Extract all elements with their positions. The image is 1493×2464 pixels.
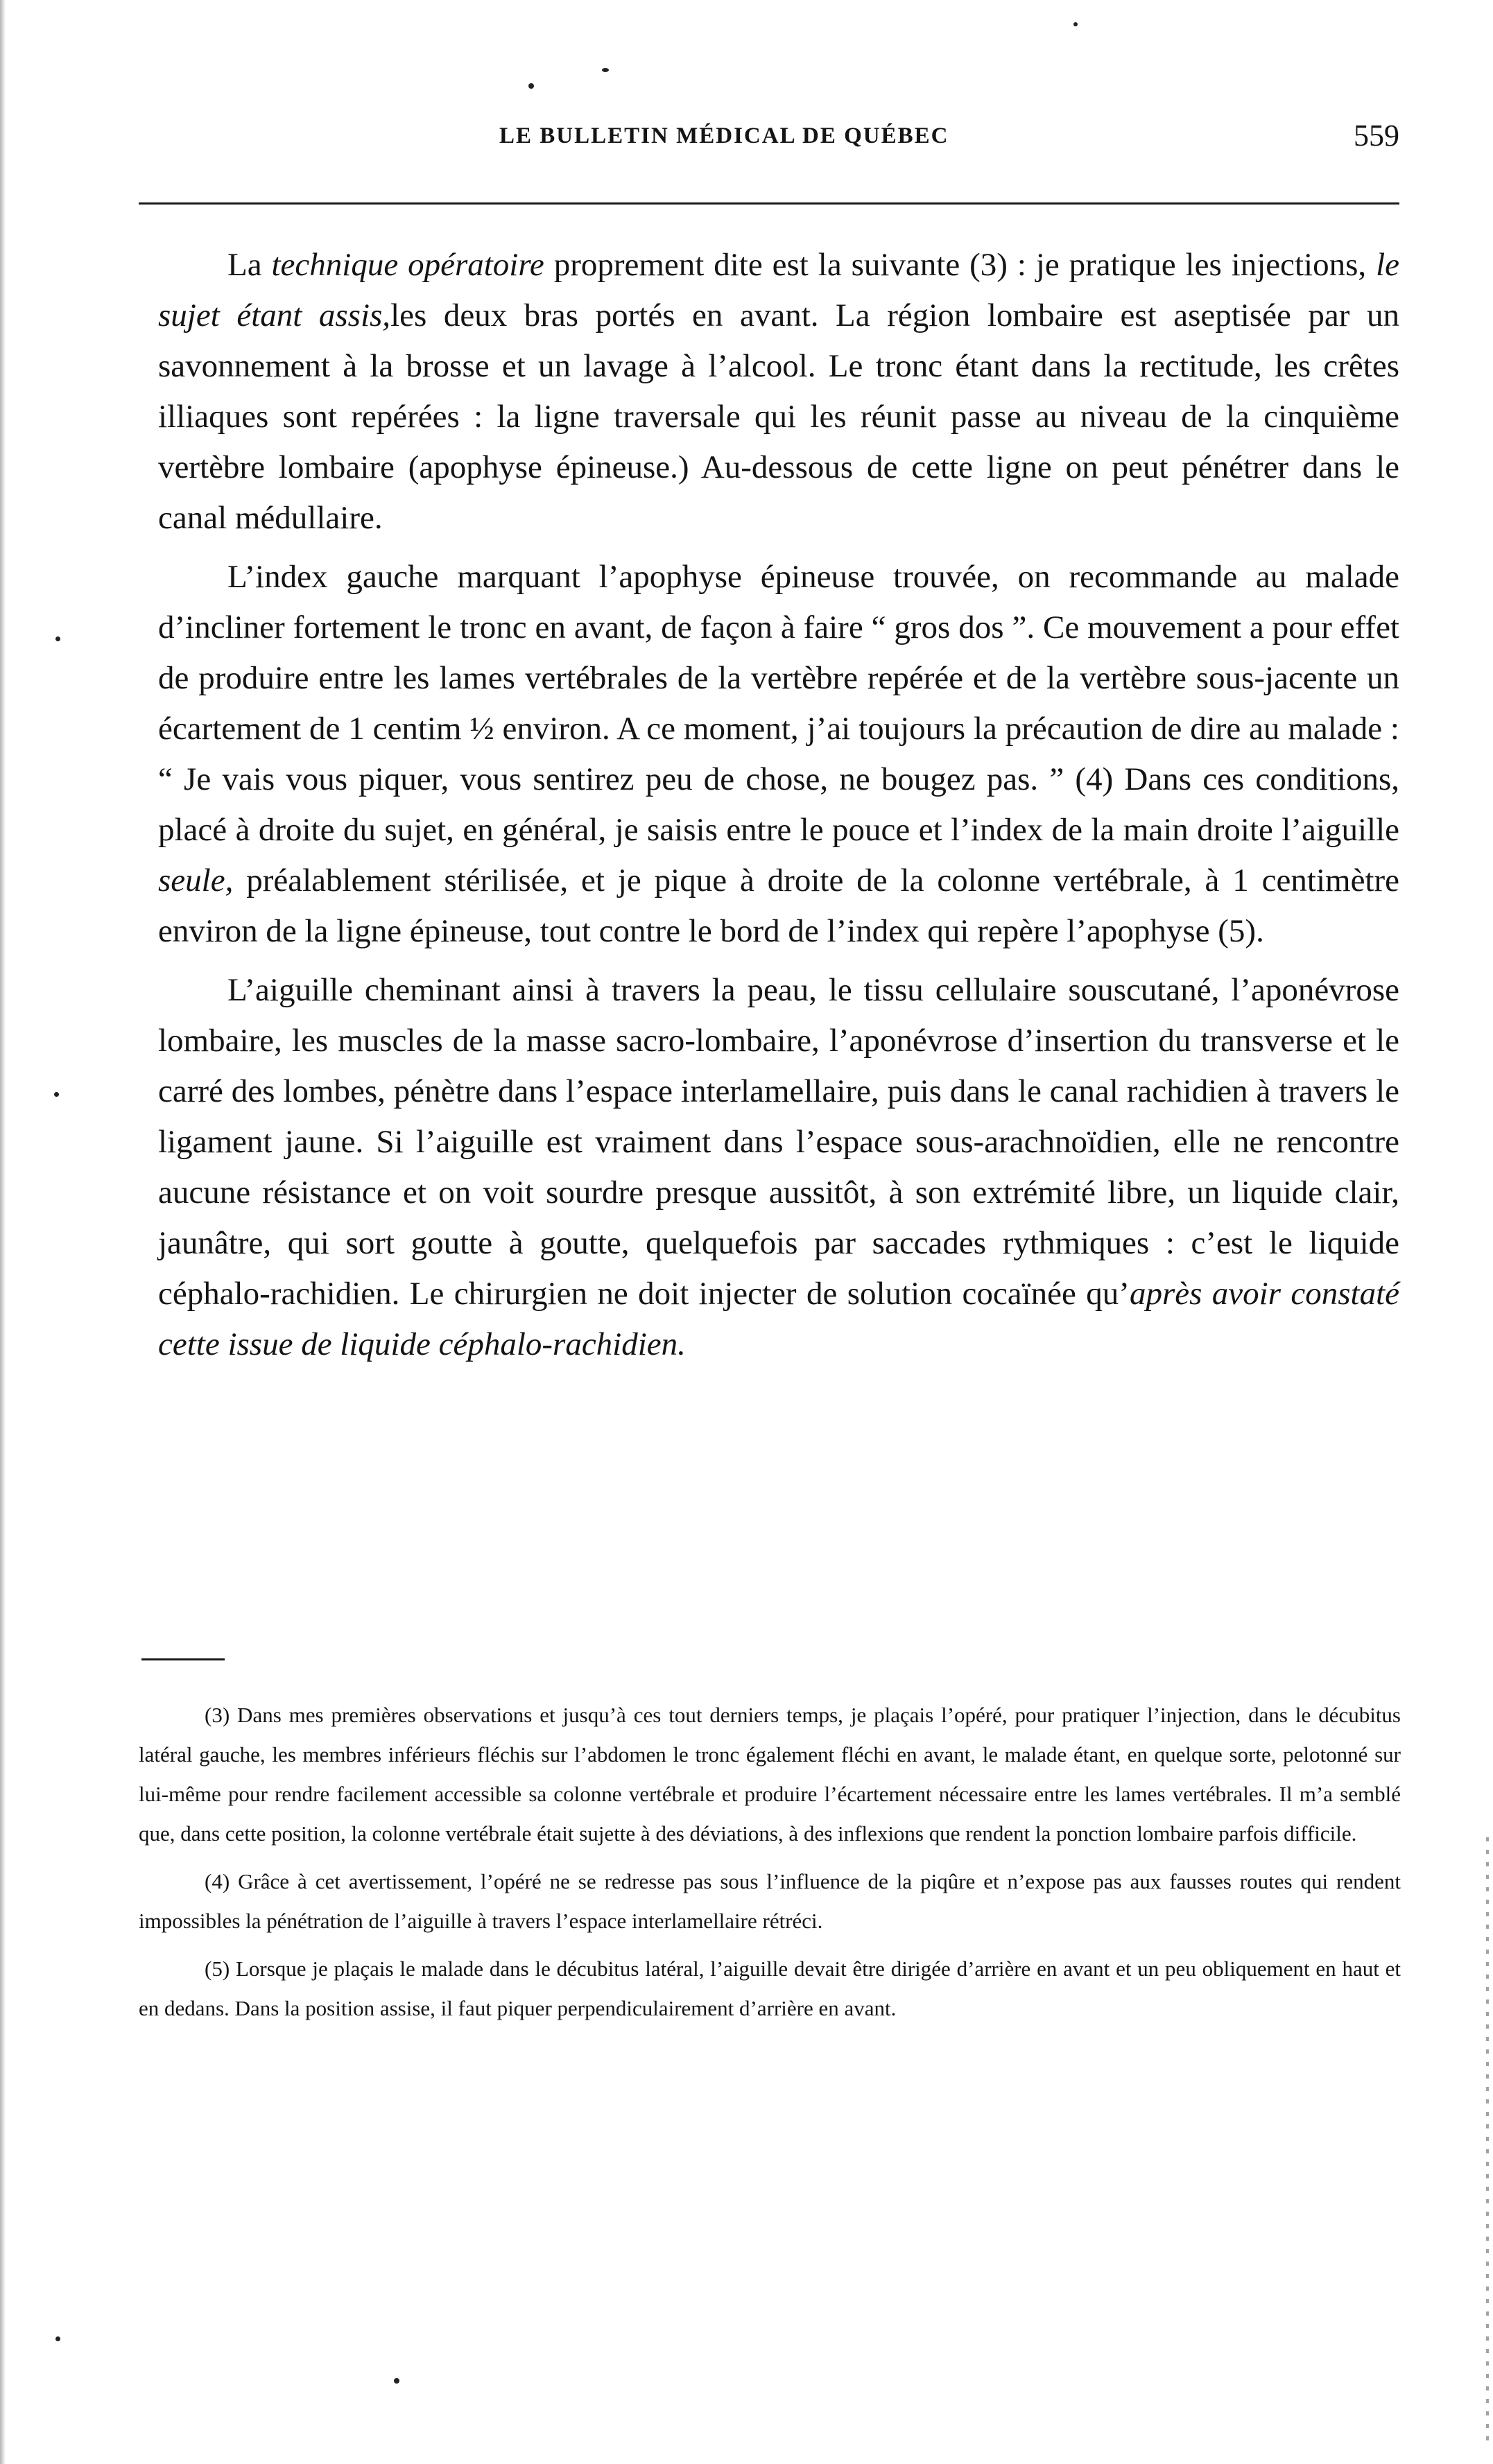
body-text	[158, 240, 1399, 1378]
paragraph-text: proprement dite est la suivante (3) : je pratique les injections,	[544, 247, 1377, 283]
italic-phrase: après avoir constaté cette issue de liquide céphalo-rachidien.	[158, 1276, 1400, 1362]
running-head	[139, 115, 1399, 164]
italic-phrase: le sujet étant assis,	[158, 247, 1399, 333]
header-rule	[139, 202, 1399, 205]
footnote-5: (5) Lorsque je plaçais le malade dans le décubitus latéral, l’aiguille devait être dirigée d’arrière en avant et un peu obliquement en haut et en dedans. Dans la position assise, il faut piquer perpendiculairement d’arrière en avant.	[139, 1957, 1401, 2020]
paragraph-text: les deux bras portés en avant. La région lombaire est aseptisée par un savonnement à la brosse et un lavage à l’alcool. Le tronc étant dans la rectitude, les crêtes illiaques sont repérées : la ligne traversale qui les réunit passe au niveau de la cinquième vertèbre lombaire (apophyse épineuse.) Au-dessous de cette ligne on peut pénétrer dans le canal médullaire.	[158, 297, 1399, 536]
scan-speck	[602, 68, 609, 72]
paragraph-text: préalablement stérilisée, et je pique à droite de la colonne vertébrale, à 1 centimètre environ de la ligne épineuse, tout contre le bord de l’index qui repère l’apophyse (5).	[158, 862, 1399, 949]
paragraph-index	[158, 552, 1399, 957]
scan-speck	[394, 2378, 399, 2384]
footnote-rule	[141, 1658, 225, 1660]
paragraph-text: L’aiguille cheminant ainsi à travers la peau, le tissu cellulaire souscutané, l’aponévrose lombaire, les muscles de la masse sacro-lombaire, l’aponévrose d’insertion du transverse et le carré des lombes, pénètre dans l’espace interlamellaire, puis dans le canal rachidien à travers le ligament jaune. Si l’aiguille est vraiment dans l’espace sous-arachnoïdien, elle ne rencontre aucune résistance et on voit sourdre presque aussitôt, à son extrémité libre, un liquide clair, jaunâtre, qui sort goutte à goutte, quelquefois par saccades rythmiques : c’est le liquide céphalo-rachidien. Le chirurgien ne doit injecter de solution cocaïnée qu’	[158, 972, 1399, 1312]
footnote-4: (4) Grâce à cet avertissement, l’opéré ne se redresse pas sous l’influence de la piqûre et n’expose pas aux fausses routes qui rendent impossibles la pénétration de l’aiguille à travers l’espace interlamellaire rétréci.	[139, 1869, 1401, 1933]
paragraph-text: La	[227, 247, 272, 283]
page-number: 559	[1354, 119, 1399, 153]
running-title: LE BULLETIN MÉDICAL DE QUÉBEC	[499, 123, 949, 148]
scan-speck	[55, 2336, 60, 2341]
italic-phrase: seule,	[158, 862, 234, 899]
scan-speck	[528, 83, 534, 89]
footnotes	[139, 1695, 1401, 2036]
scan-speck	[55, 636, 60, 641]
paragraph-technique	[158, 240, 1399, 544]
scan-edge-shadow	[0, 0, 6, 2464]
paragraph-aiguille	[158, 965, 1399, 1370]
scan-speck	[54, 1092, 59, 1097]
scan-speck	[1073, 22, 1078, 26]
footnote-3: (3) Dans mes premières observations et jusqu’à ces tout derniers temps, je plaçais l’opéré, pour pratiquer l’injection, dans le décubitus latéral gauche, les membres inférieurs fléchis sur l’abdomen le tronc également fléchi en avant, le malade étant, en quelque sorte, pelotonné sur lui-même pour rendre facilement accessible sa colonne vertébrale et produire l’écartement nécessaire entre les lames vertébrales. Il m’a semblé que, dans cette position, la colonne vertébrale était sujette à des déviations, à des inflexions que rendent la ponction lombaire parfois difficile.	[139, 1703, 1401, 1846]
italic-phrase: technique opératoire	[271, 247, 544, 283]
paragraph-text: L’index gauche marquant l’apophyse épineuse trouvée, on recommande au malade d’incliner fortement le tronc en avant, de façon à faire “ gros dos ”. Ce mouvement a pour effet de produire entre les lames vertébrales de la vertèbre repérée et de la vertèbre sous-jacente un écartement de 1 centim ½ environ. A ce moment, j’ai toujours la précaution de dire au malade : “ Je vais vous piquer, vous sentirez peu de chose, ne bougez pas. ” (4) Dans ces conditions, placé à droite du sujet, en général, je saisis entre le pouce et l’index de la main droite l’aiguille	[158, 559, 1399, 848]
scan-edge-marks	[1486, 1837, 1489, 2447]
